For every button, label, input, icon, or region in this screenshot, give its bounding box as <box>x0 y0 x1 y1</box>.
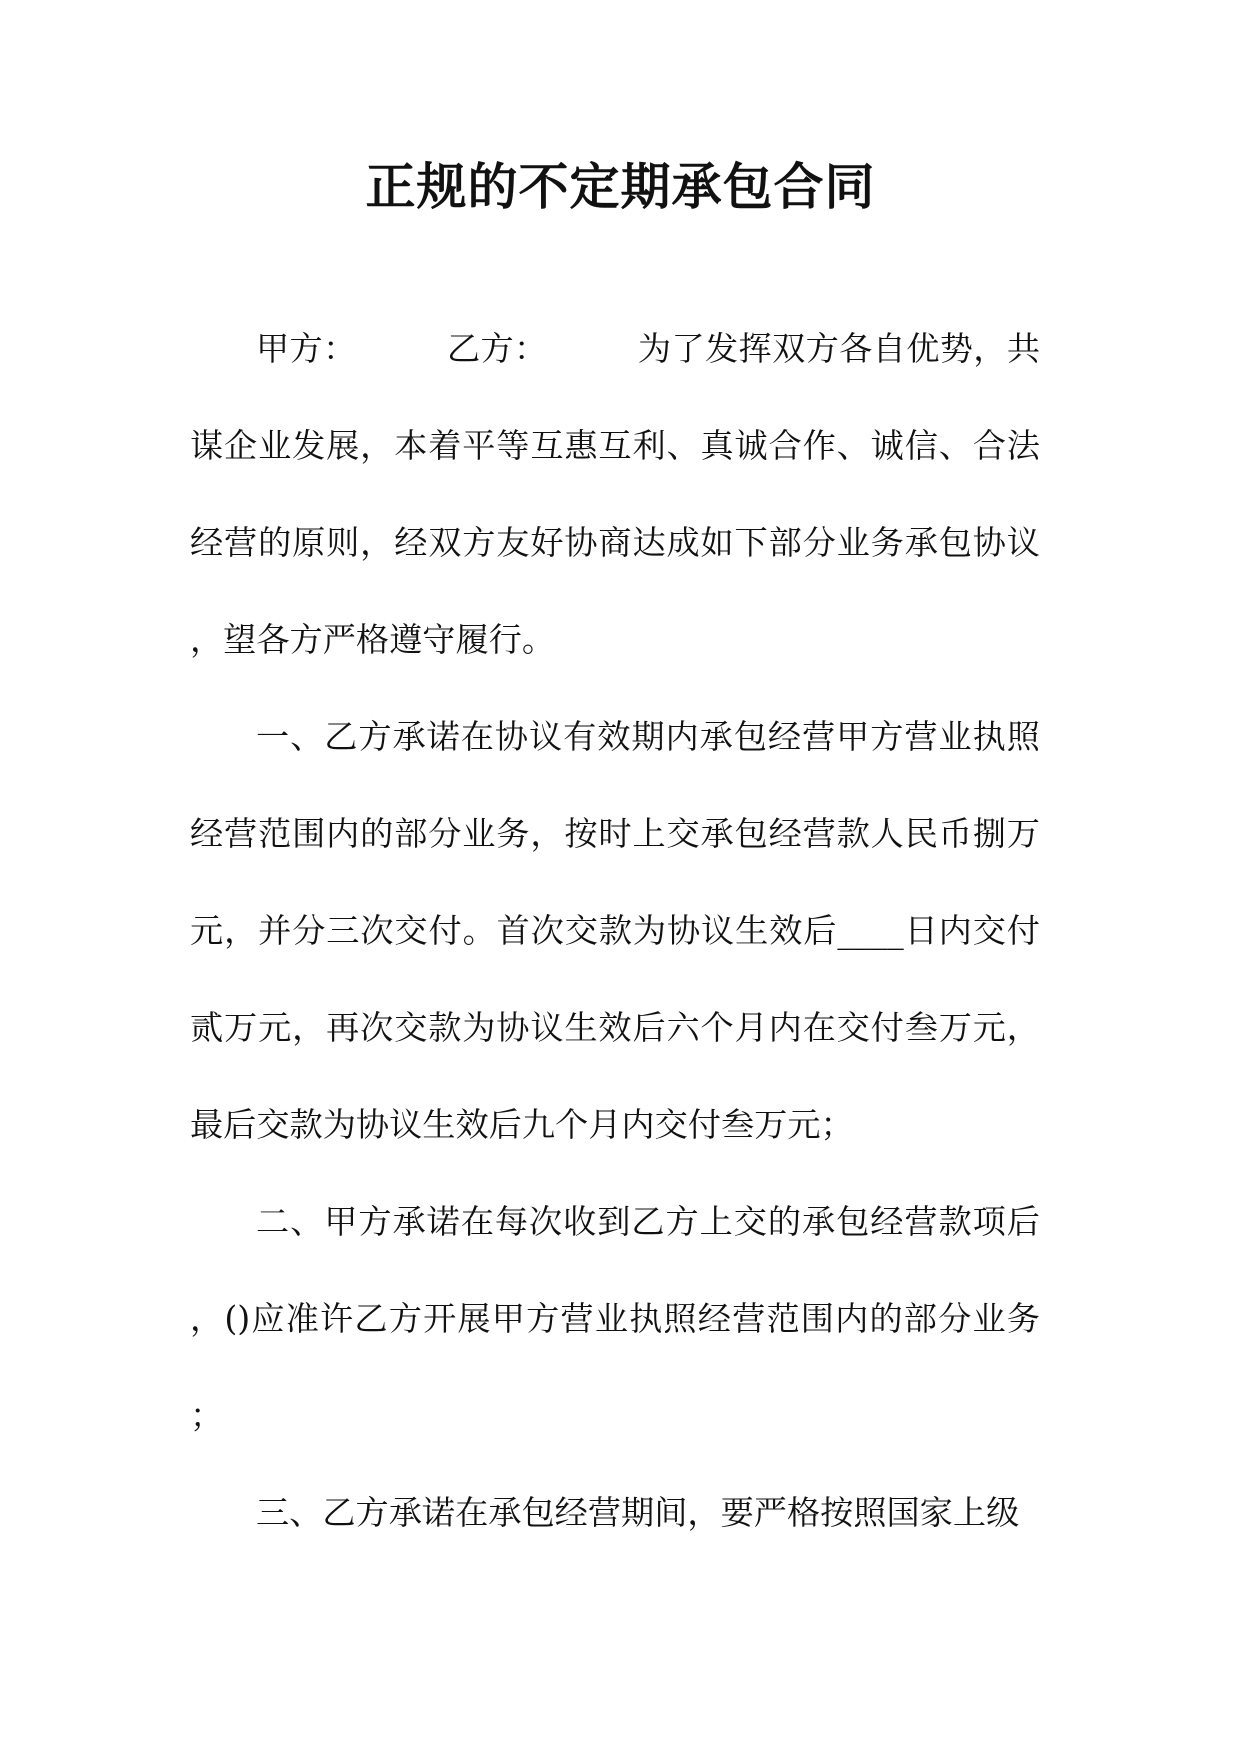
intro-text: 为了发挥双方各自优势，共谋企业发展，本着平等互惠互利、真诚合作、诚信、合法经营的原则，经双方友好协商达成如下部分业务承包协议，望各方严格遵守履行。 <box>190 329 1041 659</box>
document-title: 正规的不定期承包合同 <box>365 158 876 216</box>
document-body <box>190 300 1040 1561</box>
clause-2: 二、甲方承诺在每次收到乙方上交的承包经营款项后，()应准许乙方开展甲方营业执照经营范围内的部分业务； <box>190 1202 1040 1435</box>
party-a-label: 甲方： <box>256 329 357 368</box>
intro-paragraph <box>190 300 1040 688</box>
party-b-label: 乙方： <box>446 329 548 368</box>
clause-1: 一、乙方承诺在协议有效期内承包经营甲方营业执照经营范围内的部分业务，按时上交承包经营款人民币捌万元，并分三次交付。首次交款为协议生效后____日内交付贰万元，再次交款为协议生效后六个月内在交付叁万元，最后交款为协议生效后九个月内交付叁万元； <box>190 717 1040 1144</box>
clause-3: 三、乙方承诺在承包经营期间，要严格按照国家上级 <box>256 1493 1020 1532</box>
